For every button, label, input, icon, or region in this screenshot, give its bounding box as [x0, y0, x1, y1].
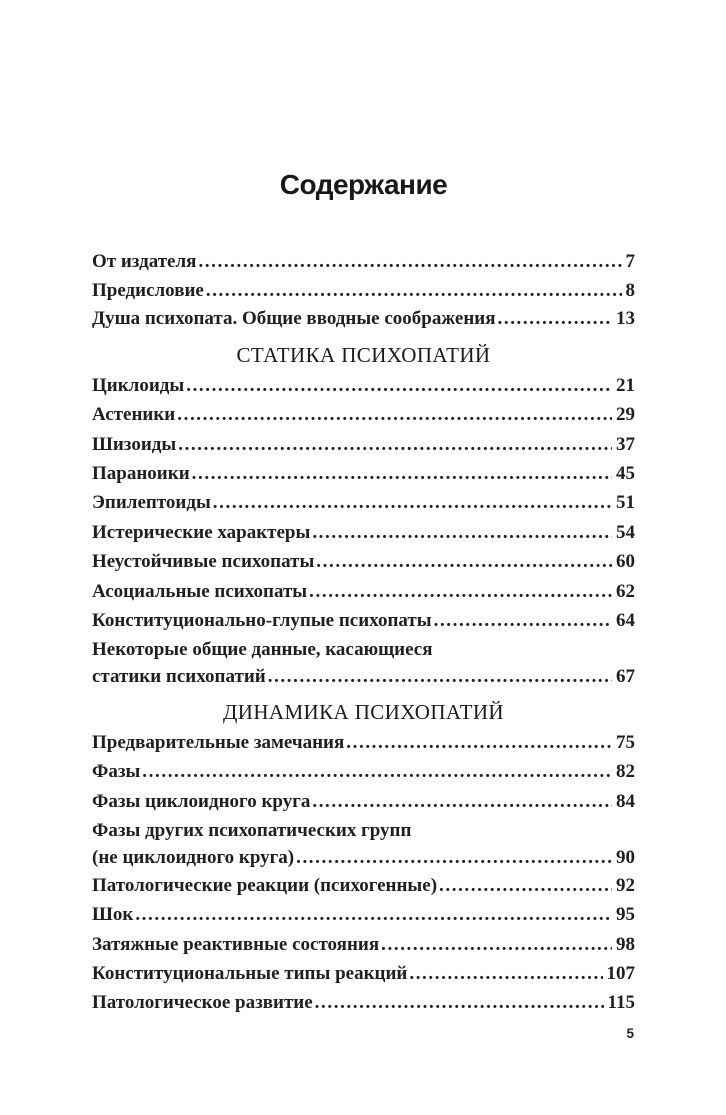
toc-entry-label: Затяжные реактивные состояния [92, 933, 380, 955]
toc-entry-label-line1: Фазы других психопатических групп [92, 820, 412, 842]
toc-entry-label: Патологическое развитие [92, 992, 313, 1014]
toc-entry [92, 637, 635, 690]
toc-entry-label: Шок [92, 904, 134, 926]
toc-entry-label: Истерические характеры [92, 521, 311, 543]
toc-entry-page: 54 [616, 521, 635, 543]
toc-entry-label-line2: статики психопатий [92, 665, 266, 687]
toc-entry-page: 60 [616, 551, 635, 573]
toc-entry [92, 371, 635, 400]
dot-leader [498, 305, 613, 334]
dot-leader [213, 488, 612, 517]
section-heading-dynamics: ДИНАМИКА ПСИХОПАТИЙ [223, 700, 504, 725]
page-title: Содержание [279, 169, 448, 200]
section-list-statics [92, 371, 635, 690]
dot-leader [142, 757, 612, 786]
toc-entry-label: Астеники [92, 404, 176, 426]
toc-entry [92, 305, 635, 334]
dot-leader [346, 728, 612, 757]
toc-entry-page: 90 [616, 846, 635, 868]
toc-entry-label: Параноики [92, 463, 190, 484]
dot-leader [296, 845, 612, 871]
toc-entry [92, 577, 635, 606]
toc-entry-page: 95 [616, 904, 635, 926]
toc-entry-label-line1: Некоторые общие данные, касающиеся [92, 639, 433, 661]
section-list-dynamics [92, 728, 635, 1018]
toc-entry [92, 959, 635, 988]
toc-entry-page: 92 [616, 874, 635, 896]
toc-entry [92, 988, 635, 1017]
toc-entry [92, 277, 635, 306]
dot-leader [409, 959, 602, 988]
toc-entry-label: Асоциальные психопаты [92, 580, 308, 602]
toc-entry [92, 900, 635, 929]
toc-entry-label: Предварительные замечания [92, 732, 345, 754]
dot-leader [434, 606, 612, 635]
toc-entry-label: Фазы циклоидного круга [92, 790, 311, 812]
toc-entry [92, 787, 635, 816]
toc-entry [92, 728, 635, 757]
toc-entry [92, 248, 635, 277]
toc-entry-page: 7 [625, 251, 635, 272]
toc-entry-page: 62 [616, 580, 635, 602]
toc-entry [92, 400, 635, 429]
dot-leader [177, 400, 612, 429]
toc-entry-label: Циклоиды [92, 374, 185, 396]
front-matter-list [92, 248, 635, 334]
toc-entry-label: Неустойчивые психопаты [92, 551, 315, 573]
toc-entry [92, 547, 635, 576]
dot-leader [315, 988, 604, 1017]
toc-entry [92, 606, 635, 635]
dot-leader [192, 459, 612, 488]
toc-entry [92, 818, 635, 871]
section-heading-statics: СТАТИКА ПСИХОПАТИЙ [236, 342, 491, 367]
toc-entry-page: 8 [625, 279, 635, 301]
toc-entry [92, 459, 635, 488]
toc-entry [92, 930, 635, 959]
dot-leader [186, 371, 612, 400]
toc-entry-label: Патологические реакции (психогенные) [92, 874, 438, 896]
toc-content [92, 0, 635, 1018]
toc-entry-page: 82 [616, 761, 635, 783]
toc-entry-page: 84 [616, 790, 635, 812]
dot-leader [316, 547, 612, 576]
toc-entry-label-line2: (не циклоидного круга) [92, 846, 295, 868]
toc-entry [92, 757, 635, 786]
toc-entry-page: 67 [616, 665, 635, 687]
dot-leader [309, 577, 612, 606]
dot-leader [312, 787, 612, 816]
toc-entry-label: От издателя [92, 251, 197, 272]
dot-leader [381, 930, 612, 959]
toc-entry-page: 115 [607, 992, 635, 1014]
toc-entry-label: Фазы [92, 761, 141, 783]
dot-leader [198, 248, 621, 277]
toc-entry-label: Конституционально-глупые психопаты [92, 610, 432, 632]
toc-entry-label: Эпилептоиды [92, 492, 211, 514]
dot-leader [135, 900, 612, 929]
dot-leader [206, 277, 622, 306]
toc-entry-label: Предисловие [92, 279, 204, 301]
toc-entry-label: Душа психопата. Общие вводные соображения [92, 308, 496, 330]
toc-entry-label: Шизоиды [92, 433, 177, 455]
toc-entry-page: 75 [616, 732, 635, 754]
toc-entry [92, 871, 635, 900]
dot-leader [439, 871, 612, 900]
toc-entry-page: 37 [616, 433, 635, 455]
toc-entry-page: 107 [606, 963, 635, 985]
toc-entry-label: Конституциональные типы реакций [92, 963, 408, 985]
folio-page-number: 5 [626, 1026, 634, 1041]
toc-entry-page: 51 [616, 492, 635, 514]
toc-entry-page: 29 [616, 404, 635, 426]
toc-entry-page: 45 [616, 463, 635, 484]
dot-leader [178, 430, 612, 459]
dot-leader [268, 664, 612, 690]
toc-entry-line2 [92, 845, 635, 871]
toc-entry-page: 21 [616, 374, 635, 396]
dot-leader [312, 518, 612, 547]
toc-entry [92, 488, 635, 517]
toc-entry-page: 13 [616, 308, 635, 330]
toc-entry-page: 98 [616, 933, 635, 955]
toc-entry [92, 430, 635, 459]
toc-entry [92, 518, 635, 547]
toc-entry-line2 [92, 664, 635, 690]
toc-entry-page: 64 [616, 610, 635, 632]
